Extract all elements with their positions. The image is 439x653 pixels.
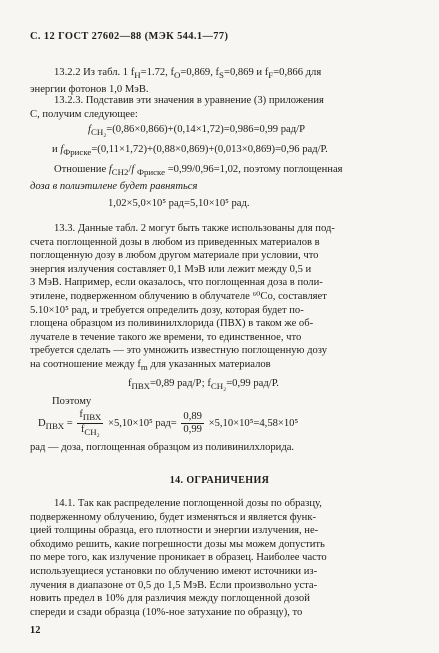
para-line: 3 МэВ. Например, если оказалось, что поглощенная доза в поли- xyxy=(30,277,323,289)
therefore-label: Поэтому xyxy=(52,396,92,407)
para-line: 13.2.3. Подставив эти значения в уравнение (3) приложения xyxy=(54,95,324,106)
para-line: 5.10×10⁵ рад, и требуется определить дозу, которая будет по- xyxy=(30,304,304,316)
factor-equation: $f_{ПВХ}=0,89$ рад/Р; $f_{CH_2}=0,99$ рад/Р. xyxy=(128,378,279,392)
paragraph-13-3 xyxy=(30,222,418,375)
para-line: новить предел в 10% для различия между поглощенной дозой xyxy=(30,593,310,605)
para-line: С, получим следующее: xyxy=(30,108,138,120)
paragraph-13-2-2 xyxy=(30,66,418,96)
equation-polyethylene: $f_{CH_2}=(0,86\times 0,866)+(0,14\times 1,72)=0,986=0,99$ рад/Р xyxy=(88,124,305,138)
para-line: цией толщины образца, его плотности и энергии излучения, не- xyxy=(30,525,319,537)
para-line: подверженному облучению, будет изменяться и является функ- xyxy=(30,511,316,523)
paragraph-14-1 xyxy=(30,497,418,619)
para-line: энергии фотонов 1,0 МэВ. xyxy=(30,83,149,95)
para-line: лучателе в течение такого же времени, то единственное, что xyxy=(30,331,302,343)
para-line: этилене, подверженном облучению в облучателе ⁶⁰Co, составляет xyxy=(30,290,327,302)
para-line: используещиеся установки по облучению имеют источники из- xyxy=(30,565,318,577)
fraction-values: $\frac{0,89}{0,99}$ xyxy=(183,411,202,436)
dose-result: 1,02×5,0×10⁵ рад=5,10×10⁵ рад. xyxy=(108,198,250,209)
para-lead: 13.2.2 Из табл. 1 xyxy=(54,67,129,78)
para-line: поглощенную дозу в любом другом материале при условии, что xyxy=(30,250,319,262)
pvc-dose-equation: $D_{ПВХ}$ = $\frac{f_{ПВХ}}{f_{CH_2}}$ ×5,10×10⁵ рад= $\frac{0,89}{0,99}$ ×5,10×10⁵=4,58×10⁵ xyxy=(38,409,299,438)
para-line: требуется сделать — это умножить известную поглощенную дозу xyxy=(30,345,328,357)
para-line: 13.3. Данные табл. 2 могут быть также использованы для под- xyxy=(54,223,335,234)
equation-note: рад — доза, поглощенная образцом из поливинилхлорида. xyxy=(30,442,295,453)
para-line: счета поглощенной дозы в любом из приведенных материалов в xyxy=(30,236,320,248)
para-line: 14.1. Так как распределение поглощенной дозы по образцу, xyxy=(54,498,322,509)
section-heading: 14. ОГРАНИЧЕНИЯ xyxy=(169,475,270,486)
para-line: спереди и сзади образца (10%-ное затухание по образцу), то xyxy=(30,606,303,618)
page-header: С. 12 ГОСТ 27602—88 (МЭК 544.1—77) xyxy=(30,31,229,42)
para-line: обходимо решить, какие погрешности дозы мы можем допустить xyxy=(30,538,325,550)
page-number: 12 xyxy=(30,625,41,636)
para-line: по мере того, как излучение проникает в образец. Наиболее часто xyxy=(30,552,327,564)
para-line: глощена образцом из поливинилхлорида (ПВХ) в таком же об- xyxy=(30,318,314,330)
ratio-paragraph: Отношение $f_{CH2}/f$ $_{Фриcке}$ =0,99/0,96=1,02, поэтому поглощенная доза в полиэтилене будет равняться xyxy=(30,164,343,192)
para-line: на соотношение между $f_m$ для указанных материалов xyxy=(30,358,271,373)
equation-phantom: и $f_{Фриcке}=(0,11\times 1,72)+(0,88\times 0,869)+(0,013\times 0,869)=0,96$ рад/Р. xyxy=(52,144,328,158)
para-line: лучения в диапазоне от 0,5 до 1,5 МэВ. Если произвольно уста- xyxy=(30,579,318,591)
fraction-factors: $\frac{f_{ПВХ}}{f_{CH_2}}$ xyxy=(79,409,102,438)
para-line: энергия излучения составляет 0,1 МэВ или лежит между 0,5 и xyxy=(30,263,312,275)
paragraph-13-2-3 xyxy=(30,94,418,121)
coefficients: $f_H=1.72$, $f_O=0,869$, $f_S=0,869$ и $f_F=0,866$ для xyxy=(130,67,322,81)
